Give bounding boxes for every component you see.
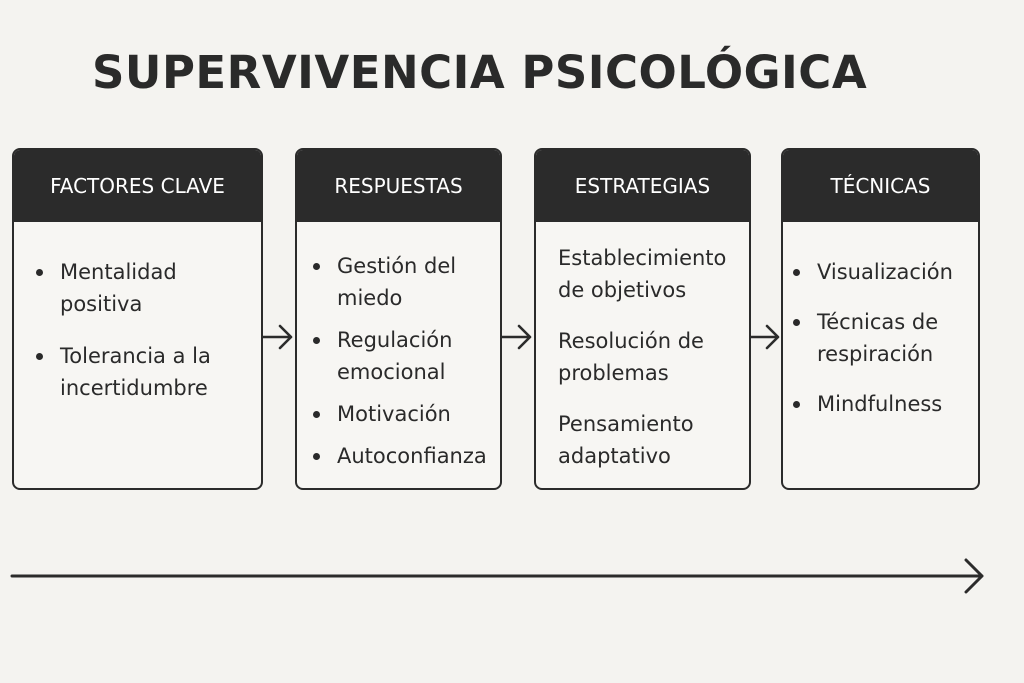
list-item: Gestión del miedo bbox=[311, 250, 500, 314]
list-item: Técnicas de respiración bbox=[791, 306, 978, 370]
list-item: Resolución de problemas bbox=[558, 329, 704, 385]
list-item: Mindfulness bbox=[791, 388, 978, 420]
card-header: TÉCNICAS bbox=[783, 150, 978, 222]
arrow-right-icon bbox=[262, 322, 294, 352]
arrow-right-icon bbox=[501, 322, 533, 352]
list-item: Autoconfianza bbox=[311, 440, 500, 472]
list-item: Motivación bbox=[311, 398, 500, 430]
card-body bbox=[297, 222, 500, 472]
card-header: ESTRATEGIAS bbox=[536, 150, 749, 222]
card-body bbox=[14, 222, 261, 404]
card-factores-clave bbox=[12, 148, 263, 490]
item-list bbox=[34, 256, 261, 404]
list-item: Tolerancia a la incertidumbre bbox=[34, 340, 261, 404]
card-body bbox=[783, 222, 978, 420]
diagram-title: SUPERVIVENCIA PSICOLÓGICA bbox=[92, 46, 868, 99]
card-header: RESPUESTAS bbox=[297, 150, 500, 222]
card-header: FACTORES CLAVE bbox=[14, 150, 261, 222]
item-list bbox=[791, 256, 978, 420]
card-body bbox=[536, 222, 749, 472]
arrow-right-icon bbox=[749, 322, 781, 352]
card-respuestas bbox=[295, 148, 502, 490]
item-list bbox=[558, 242, 749, 472]
list-item: Visualización bbox=[791, 256, 978, 288]
list-item: Mentalidad positiva bbox=[34, 256, 261, 320]
list-item: Regulación emocional bbox=[311, 324, 500, 388]
card-estrategias bbox=[534, 148, 751, 490]
card-tecnicas bbox=[781, 148, 980, 490]
list-item: Establecimiento de objetivos bbox=[558, 246, 727, 302]
long-arrow-right-icon bbox=[10, 556, 988, 596]
item-list bbox=[311, 250, 500, 472]
list-item: Pensamiento adaptativo bbox=[558, 412, 694, 468]
